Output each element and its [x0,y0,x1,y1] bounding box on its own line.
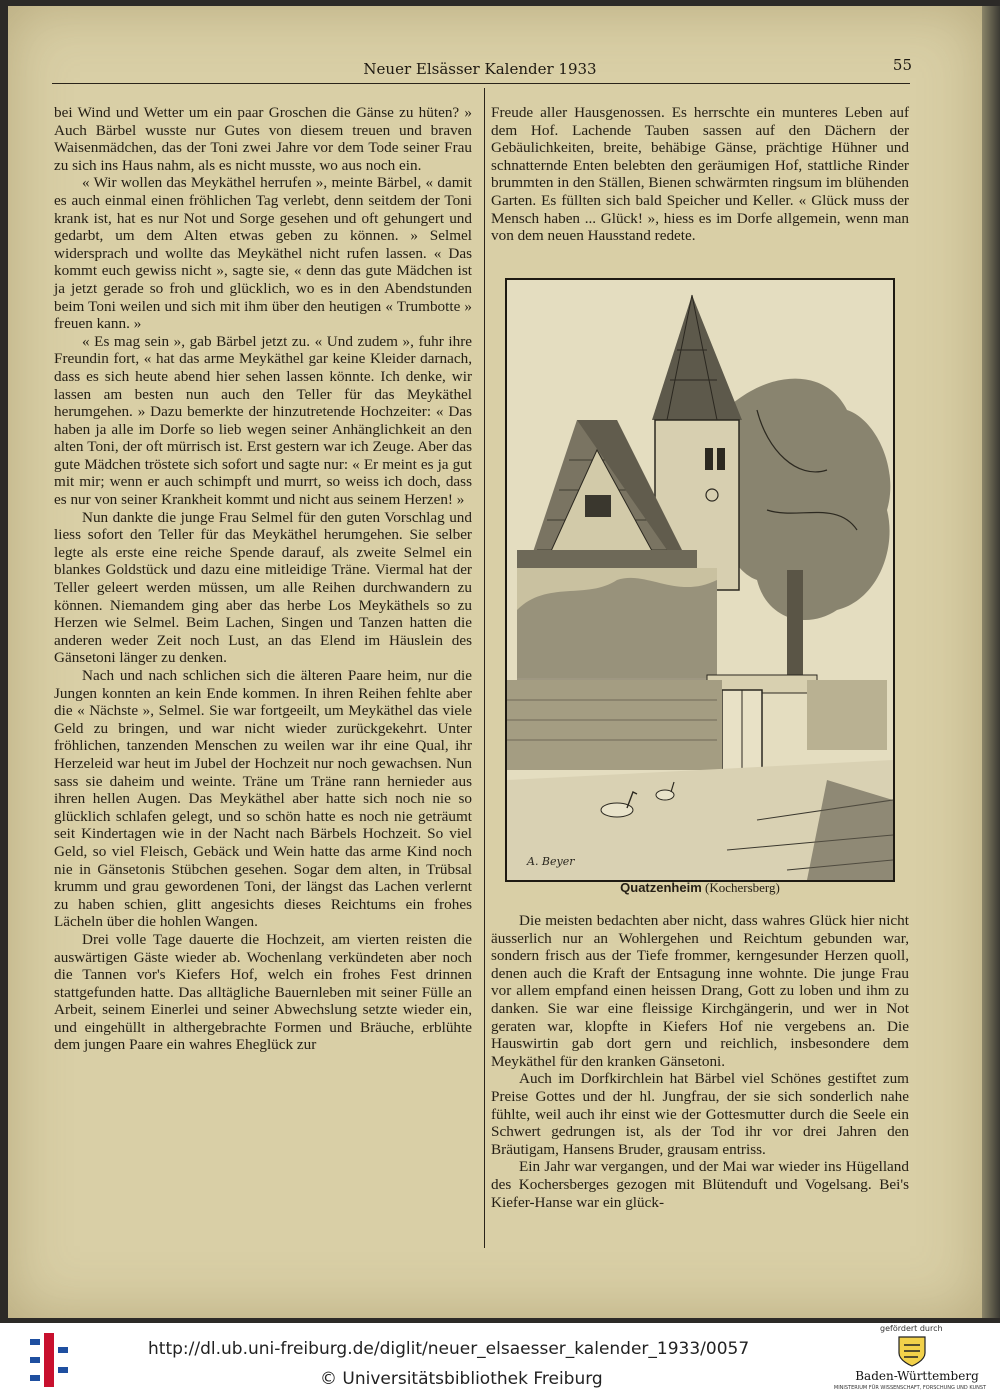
page-number: 55 [892,56,912,74]
artist-signature: A. Beyer [527,855,575,868]
paragraph: Die meisten bedachten aber nicht, dass wahres Glück hier nicht äusserlich nur an Wohlergehen und Reichtum gebunden war, sondern frisch aus der Tiefe frommer, kerngesunder Herzen quoll, denen auch die Kraft der Entsagung inne wohnte. Die junge Frau vor allem empfand einen heissen Drang, Gott zu loben und ihm zu danken. Sie war eine fleissige Kirchgängerin, und wer in Not geraten war, klopfte in Kiefers Hof nie vergebens an. Die Hauswirtin gab dort gern und reichlich, insbesondere dem Meykäthel für den kranken Gänsetoni. [491,912,909,1070]
funded-by-label: gefördert durch [880,1324,943,1333]
permalink-url[interactable]: http://dl.ub.uni-freiburg.de/diglit/neuer_elsaesser_kalender_1933/0057 [148,1339,750,1359]
paragraph: Freude aller Hausgenossen. Es herrschte ein munteres Leben auf dem Hof. Lachende Tauben sassen auf den Dächern der Gebäulichkeiten, breite, behäbige Gänse, prächtige Hühner und schnatternde Enten belebten den geräumigen Hof, stattliche Rinder brummten in den Ställen, Bienen schwärmten ringsum im blühenden Garten. Es füllten sich bald Speicher und Keller. « Glück muss der Mensch haben ... Glück! », hiess es im Dorfe allgemein, wenn man von dem neuen Hausstand redete. [491,104,909,245]
paragraph: Nach und nach schlichen sich die älteren Paare heim, nur die Jungen konnten an kein Ende kommen. In ihren Reihen fehlte aber die « Nächste », Selmel. Sie war fortgeeilt, um Meykäthel das viele Geld zu bringen, und war nicht wieder zurückgekehrt. Unter fröhlichen, tanzenden Menschen zu weilen war ihr eine Qual, ihr Herzeleid war heut im Jubel der Hochzeit nur noch gewachsen. Nun sass sie daheim und weinte. Träne um Träne rann hernieder aus ihren hellen Augen. Das Meykäthel aber hatte sich noch nie so glücklich schlafen gelegt, und so schön hatte es noch nie geträumt seit Kindertagen wie in der Nacht nach Bärbels Hochzeit. So viel Geld, so viel Fleisch, Gebäck und Wein hatte das arme Kind noch nie in Gänsetonis Stübchen gesehen. Sogar dem alten, in Trübsal krumm und grau gewordenen Toni, der längst das Lachen verlernt zu haben schien, glitt angesichts dieses Reichtums ein frohes Lächeln über die hohlen Wangen. [54,667,472,931]
church-drawing [507,280,893,880]
right-column-bottom [491,912,909,1211]
ministry-name: MINISTERIUM FÜR WISSENSCHAFT, FORSCHUNG UND KUNST [833,1385,987,1391]
illustration-quatzenheim [505,278,895,882]
header-rule [52,83,910,84]
figure-caption [491,880,909,896]
page-edge [982,6,1000,1318]
state-name: Baden-Württemberg [855,1369,979,1383]
paragraph: « Es mag sein », gab Bärbel jetzt zu. « Und zudem », fuhr ihre Freundin fort, « hat das arme Meykäthel gar keine Kleider darnach, dass es sich heute abend hier sehen lassen könnte. Ich denke, wir lassen am besten nun auch den Teller für das Meykäthel herumgehen. » Dazu bemerkte der hinzutretende Hochzeiter: « Das haben ja alle im Dorfe so lieb wegen seiner Anhänglichkeit an den alten Toni, der oft mürrisch ist. Erst gestern war ich Zeuge. Aber das gute Mädchen tröstete sich sofort und sagte nur: « Er meint es ja gut mit mir; wenn er auch schimpft und murrt, so weiss ich doch, dass es nur von seiner Krankheit kommt und nicht aus seinem Herzen! » [54,332,472,509]
ub-freiburg-logo-icon [26,1333,78,1387]
column-rule [484,88,485,1248]
paragraph: Ein Jahr war vergangen, und der Mai war wieder ins Hügelland des Kochersberges gezogen mit Blütenduft und Vogelsang. Bei's Kiefer-Hanse war ein glück- [491,1158,909,1211]
baden-wuerttemberg-crest-icon [895,1335,929,1367]
running-head [40,58,980,84]
paragraph: bei Wind und Wetter um ein paar Groschen die Gänse zu hüten? » Auch Bärbel wusste nur Gutes von diesem treuen und braven Waisenmädchen, das der Toni zwei Jahre vor dem Tode seiner Frau zu sich ins Haus nahm, als es nicht musste, wo aus noch ein. [54,104,472,174]
digital-library-footer [0,1323,1000,1395]
left-column [54,104,472,1054]
paragraph: « Wir wollen das Meykäthel herrufen », meinte Bärbel, « damit es auch einmal einen fröhlichen Tag verlebt, denn seitdem der Toni krank ist, hat es nur Not und Sorge gesehen und oft gehungert und gedarbt, um dem Alten etwas geben zu können. » Selmel widersprach und wollte das Meykäthel nicht rufen lassen. « Das kommt euch gewiss nicht », sagte sie, « denn das gute Mädchen ist ja jetzt gerade so froh und glücklich, wo es in den Abendstunden beim Toni weilen und sich mit ihm über den heutigen « Trumbotte » freuen kann. » [54,174,472,333]
caption-place: Quatzenheim [620,880,702,895]
caption-region: (Kochersberg) [705,880,780,895]
paragraph: Nun dankte die junge Frau Selmel für den guten Vorschlag und liess sofort den Teller für das Meykäthel herumgehen. Sie selber legte als erste eine reiche Spende darauf, als zweite Selmel ein blankes Goldstück und dazu eine mitleidige Träne. Viermal hat der Teller geleert werden müssen, um alle Reihen durchwandern zu können. Niemandem ging aber das herbe Los Meykäthels so zu Herzen wie Selmel. Beim Lachen, Singen und Tanzen hatten die anderen weder Zeit noch Lust, an das Elend im Häuslein des Gänsetoni länger zu denken. [54,508,472,667]
copyright-notice: © Universitätsbibliothek Freiburg [320,1369,603,1389]
paragraph: Drei volle Tage dauerte die Hochzeit, am vierten reisten die auswärtigen Gäste wieder ab. Wochenlang verkündeten aber noch die Tannen vor's Kiefers Hof, welch ein frohes Fest drinnen stattgefunden hatte. Das alltägliche Bauernleben mit seiner Fülle an Arbeit, seinem Einerlei und seiner Abwechslung setzte wieder ein, und eingehüllt in althergebrachte Formen und Bräuche, erblühte dem jungen Paare ein wahres Eheglück zur [54,930,472,1054]
running-title: Neuer Elsässer Kalender 1933 [363,60,597,78]
right-column-top [491,104,909,245]
paragraph: Auch im Dorfkirchlein hat Bärbel viel Schönes gestiftet zum Preise Gottes und der hl. Jungfrau, der sie sich sonderlich nahe fühlte, weil auch ihr einst wie der Gottesmutter durch die Seele ein Schwert gedrungen ist, als der Tod ihr vor drei Jahren den Bräutigam, Hansens Bruder, grausam entriss. [491,1070,909,1158]
